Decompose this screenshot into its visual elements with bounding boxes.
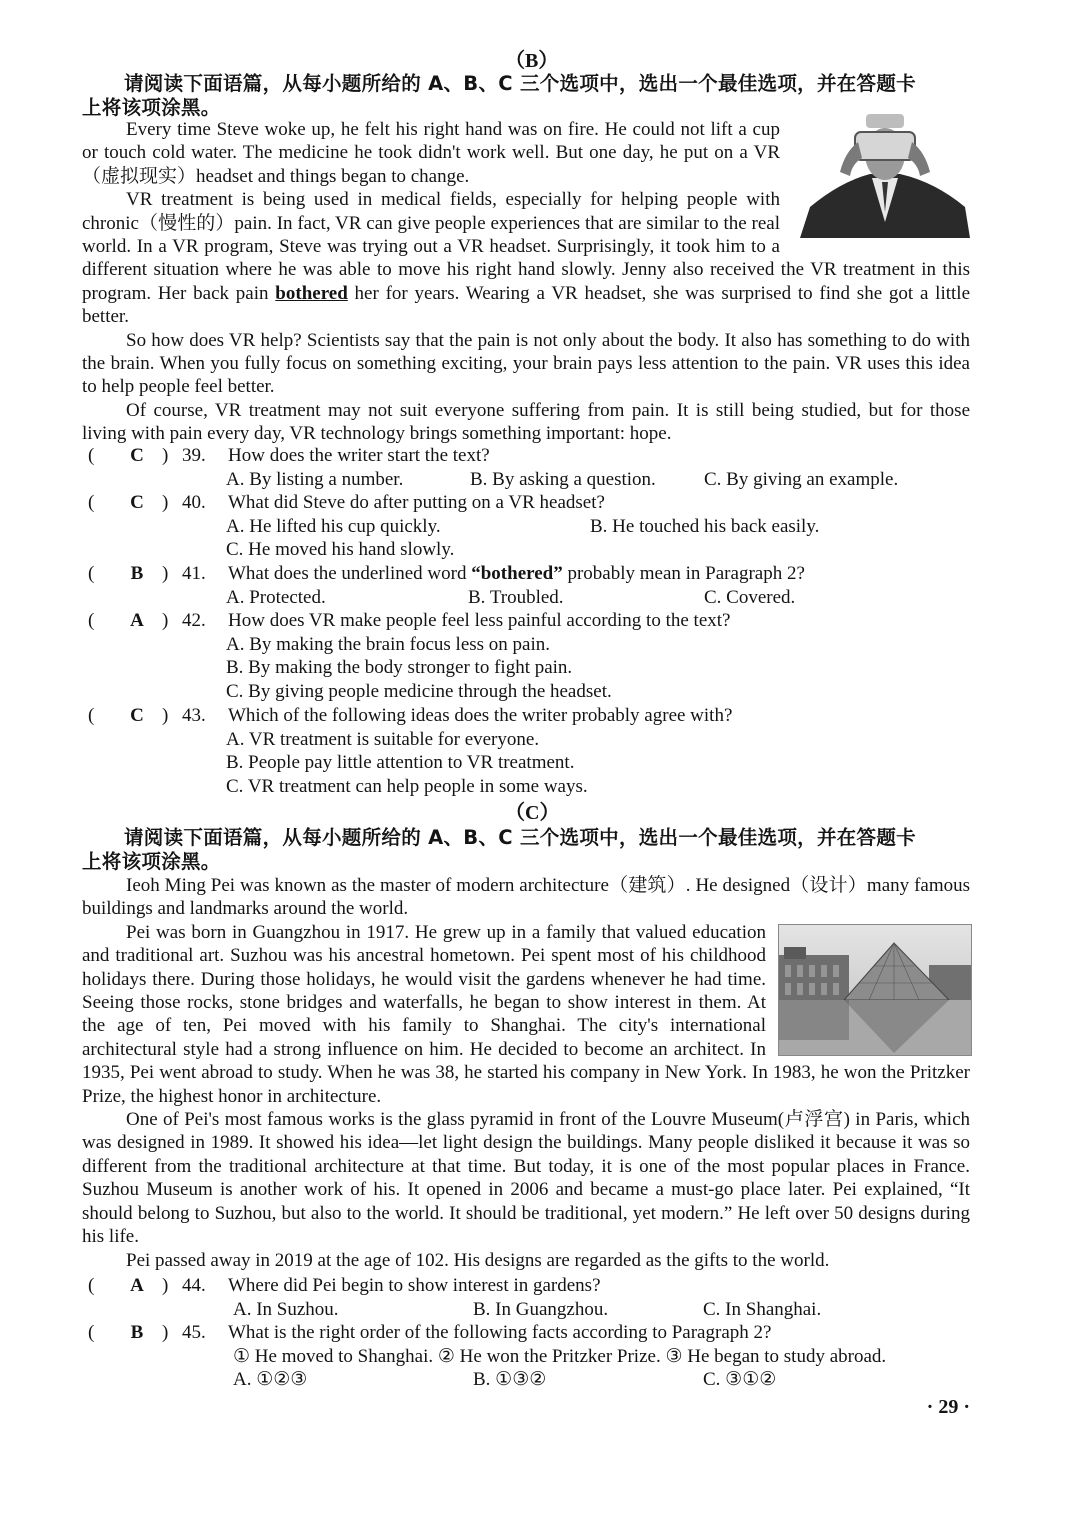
option-c: C. ③①② (703, 1369, 777, 1391)
option-b: B. Troubled. (468, 586, 564, 608)
option-a: A. VR treatment is suitable for everyone. (226, 728, 540, 750)
passage-c-p4: Pei passed away in 2019 at the age of 102. His designs are regarded as the gifts to the world. (126, 1249, 830, 1271)
option-b: B. He touched his back easily. (590, 515, 820, 537)
passage-c-p1: Ieoh Ming Pei was known as the master of modern architecture（建筑）. He designed（设计）many famous buildings and landmarks around the world. (82, 875, 970, 920)
option-a: A. By making the brain focus less on pain. (226, 633, 551, 655)
section-b-instruction (124, 72, 984, 95)
passage-b-p3: So how does VR help? Scientists say that the pain is not only about the body. It also has something to do with the brain. When you fully focus on something exciting, your brain pays less attention to the pain. VR uses this idea to help people feel better. (82, 329, 970, 398)
option-a: A. In Suzhou. (233, 1298, 339, 1320)
answer: B (130, 563, 144, 584)
question-text: What does the underlined word “bothered” probably mean in Paragraph 2? (228, 563, 805, 584)
facts-list: ① He moved to Shanghai. ② He won the Pritzker Prize. ③ He began to study abroad. (233, 1345, 887, 1367)
passage-c (82, 874, 970, 1272)
answer: C (130, 705, 144, 726)
question-text: Which of the following ideas does the writer probably agree with? (228, 705, 733, 726)
option-b: B. People pay little attention to VR treatment. (226, 752, 575, 774)
question-text: What is the right order of the following facts according to Paragraph 2? (228, 1322, 772, 1343)
option-b: B. ①③② (473, 1369, 547, 1391)
section-c-instruction-cont: 上将该项涂黑。 (82, 850, 221, 873)
answer: B (130, 1322, 144, 1343)
underlined-word: bothered (275, 282, 348, 304)
option-c: C. By giving people medicine through the headset. (226, 680, 612, 702)
passage-b-p4: Of course, VR treatment may not suit everyone suffering from pain. It is still being studied, but for those living with pain every day, VR technology brings something important: hope. (82, 399, 970, 445)
option-a: A. ①②③ (233, 1369, 308, 1391)
question-41: ( B ) 41. What does the underlined word “bothered” probably mean in Paragraph 2? A. Protected. B. Troubled. C. Covered. (88, 563, 805, 608)
question-44: ( A ) 44. Where did Pei begin to show interest in gardens? A. In Suzhou. B. In Guangzhou. C. In Shanghai. (88, 1275, 822, 1320)
section-c-label: （C） (505, 802, 560, 824)
question-42: ( A ) 42. How does VR make people feel less painful according to the text? A. By making the brain focus less on pain. B. By making the body stronger to fight pain. C. By giving people medicine through the headset. (88, 610, 731, 702)
question-text: Where did Pei begin to show interest in gardens? (228, 1275, 601, 1296)
question-text: How does the writer start the text? (228, 445, 490, 466)
question-40: ( C ) 40. What did Steve do after putting on a VR headset? A. He lifted his cup quickly. B. He touched his back easily. C. He moved his hand slowly. (88, 492, 820, 561)
option-a: A. He lifted his cup quickly. (226, 515, 441, 537)
question-45: ( B ) 45. What is the right order of the following facts according to Paragraph 2? ① He moved to Shanghai. ② He won the Pritzker Prize. ③ He began to study abroad. A. ①②③ B. ①③② C. ③①② (88, 1322, 887, 1391)
question-39: ( C ) 39. How does the writer start the text? A. By listing a number. B. By asking a question. C. By giving an example. (88, 445, 899, 490)
passage-b-p2-a: VR treatment is being used in medical fields, especially for helping people with chronic（慢性的）pain. In fact, VR can give people experiences that are similar to the real world. In a VR program, Steve was trying out a VR headset. Surprisingly, it took him to a different situation where he was able to move his right hand slowly. Jenny also received the VR treatment in this program. Her back pain (82, 189, 970, 304)
option-a: A. Protected. (226, 586, 326, 608)
answer: C (130, 492, 144, 513)
option-c: C. By giving an example. (704, 468, 899, 490)
passage-c-p3: One of Pei's most famous works is the glass pyramid in front of the Louvre Museum(卢浮宫) in Paris, which was designed in 1989. It showed his idea—let light design the buildings. Many people disliked it because it was so different from the traditional architecture at that time. But today, it is one of the most popular places in France. Suzhou Museum is another work of his. It opened in 2006 and became a must-go place later. Pei explained, “It should belong to Suzhou, but also to the world. It should be traditional, yet modern.” He left over 50 designs during his life. (82, 1109, 970, 1248)
option-c: C. He moved his hand slowly. (226, 539, 455, 561)
option-c: C. VR treatment can help people in some ways. (226, 775, 588, 797)
image-spacer (780, 118, 970, 246)
passage-c-p2-text: Pei was born in Guangzhou in 1917. He grew up in a family that valued education and traditional art. Suzhou was his ancestral hometown. Pei spent most of his childhood holidays there. During those holidays, he would visit the gardens whenever he had time. Seeing those rocks, stone bridges and waterfalls, he began to show interest in them. At the age of ten, Pei moved with his family to Shanghai. The city's international architectural style had a strong influence on him. He decided to become an architect. In 1935, Pei went abroad to study. When he was 38, he started his company in New York. In 1983, he won the Pritzker Prize, the highest honor in architecture. (82, 921, 970, 1107)
question-43: ( C ) 43. Which of the following ideas does the writer probably agree with? A. VR treatment is suitable for everyone. B. People pay little attention to VR treatment. C. VR treatment can help people in some ways. (88, 705, 733, 797)
option-b: B. By asking a question. (470, 468, 656, 490)
question-text: How does VR make people feel less painful according to the text? (228, 610, 731, 631)
page-number: · 29 · (926, 1396, 970, 1418)
option-c: C. In Shanghai. (703, 1298, 822, 1320)
option-b: B. By making the body stronger to fight pain. (226, 657, 573, 679)
answer: C (130, 445, 144, 466)
section-b-label: （B） (505, 50, 559, 72)
question-text: What did Steve do after putting on a VR headset? (228, 492, 605, 513)
option-c: C. Covered. (704, 586, 796, 608)
passage-b (82, 118, 970, 446)
passage-b-p2-b: her for years. Wearing a VR headset, she was surprised to find she got a little better. (82, 282, 970, 328)
answer: A (130, 610, 144, 631)
instruction-line-1: 请阅读下面语篇，从每小题所给的 A、B、C 三个选项中，选出一个最佳选项，并在答题卡 (124, 72, 916, 95)
section-c-instruction: 请阅读下面语篇，从每小题所给的 A、B、C 三个选项中，选出一个最佳选项，并在答题卡 (124, 826, 916, 849)
answer: A (130, 1275, 144, 1296)
image-spacer (766, 923, 970, 1055)
section-b-instruction-cont: 上将该项涂黑。 (82, 96, 221, 119)
option-a: A. By listing a number. (226, 468, 404, 490)
option-b: B. In Guangzhou. (473, 1298, 609, 1320)
passage-b-p1: Every time Steve woke up, he felt his right hand was on fire. He could not lift a cup or touch cold water. The medicine he took didn't work well. But one day, he put on a VR（虚拟现实）headset and things began to change. (82, 119, 780, 187)
